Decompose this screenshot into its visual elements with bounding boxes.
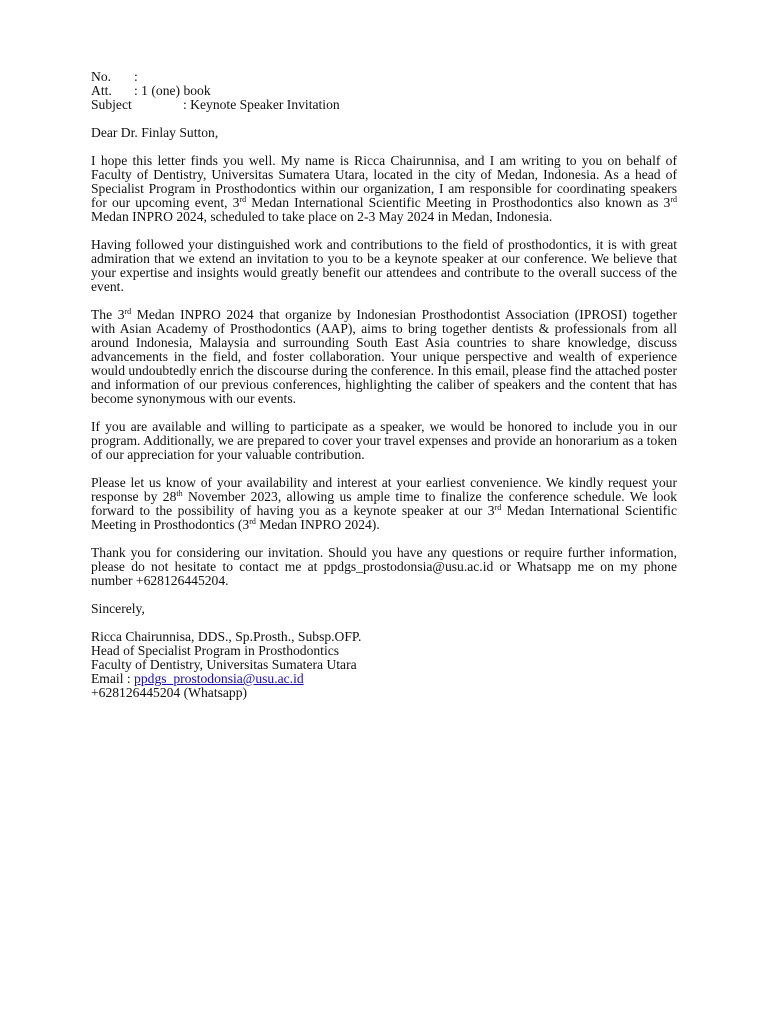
salutation: Dear Dr. Finlay Sutton, xyxy=(91,125,219,140)
paragraph-offer: If you are available and willing to participate as a speaker, we would be honored to include you in our program. Additionally, we are prepared to cover your travel expenses and provide an honorarium as a token of our appreciation for your valuable contribution. xyxy=(91,419,677,462)
signature-faculty: Faculty of Dentistry, Universitas Sumatera Utara xyxy=(91,657,357,672)
subject-label: Subject xyxy=(91,97,132,112)
letter-page xyxy=(91,70,677,700)
email-label: Email : xyxy=(91,671,135,686)
attachment-label: Att. xyxy=(91,83,112,98)
paragraph-event-details: The 3rd Medan INPRO 2024 that organize by Indonesian Prosthodontist Association (IPROSI) together with Asian Academy of Prosthodontics (AAP), aims to bring together dentists & professionals from all around Indonesia, Malaysia and surrounding South East Asia countries to share knowledge, discuss advancements in the field, and foster collaboration. Your unique perspective and wealth of experience would undoubtedly enrich the discourse during the conference. In this email, please find the attached poster and information of our previous conferences, highlighting the caliber of speakers and the content that has become synonymous with our events. xyxy=(91,307,677,406)
paragraph-request: Please let us know of your availability and interest at your earliest convenience. We kindly request your response by 28th November 2023, allowing us ample time to finalize the conference schedule. We look forward to the possibility of having you as a keynote speaker at our 3rd Medan International Scientific Meeting in Prosthodontics (3rd Medan INPRO 2024). xyxy=(91,475,677,532)
signature-name: Ricca Chairunnisa, DDS., Sp.Prosth., Subsp.OFP. xyxy=(91,629,362,644)
subject-line xyxy=(91,98,677,112)
no-line xyxy=(91,70,677,84)
signature-email-line xyxy=(91,672,677,686)
attachment-line xyxy=(91,84,677,98)
no-label: No. xyxy=(91,69,112,84)
signature-phone: +628126445204 (Whatsapp) xyxy=(91,685,248,700)
email-link[interactable]: ppdgs_prostodonsia@usu.ac.id xyxy=(134,671,304,686)
no-value: : xyxy=(134,69,138,84)
paragraph-introduction: I hope this letter finds you well. My name is Ricca Chairunnisa, and I am writing to you on behalf of Faculty of Dentistry, Universitas Sumatera Utara, located in the city of Medan, Indonesia. As a head of Specialist Program in Prosthodontics within our organization, I am responsible for coordinating speakers for our upcoming event, 3rd Medan International Scientific Meeting in Prosthodontics also known as 3rd Medan INPRO 2024, scheduled to take place on 2-3 May 2024 in Medan, Indonesia. xyxy=(91,153,677,224)
closing: Sincerely, xyxy=(91,601,145,616)
signature-title: Head of Specialist Program in Prosthodontics xyxy=(91,643,340,658)
attachment-value: : 1 (one) book xyxy=(134,83,211,98)
paragraph-thanks: Thank you for considering our invitation. Should you have any questions or require further information, please do not hesitate to contact me at ppdgs_prostodonsia@usu.ac.id or Whatsapp me on my phone number +628126445204. xyxy=(91,545,677,588)
paragraph-invitation: Having followed your distinguished work and contributions to the field of prosthodontics, it is with great admiration that we extend an invitation to you to be a keynote speaker at our conference. We believe that your expertise and insights would greatly benefit our attendees and contribute to the overall success of the event. xyxy=(91,237,677,294)
subject-value: : Keynote Speaker Invitation xyxy=(183,97,340,112)
